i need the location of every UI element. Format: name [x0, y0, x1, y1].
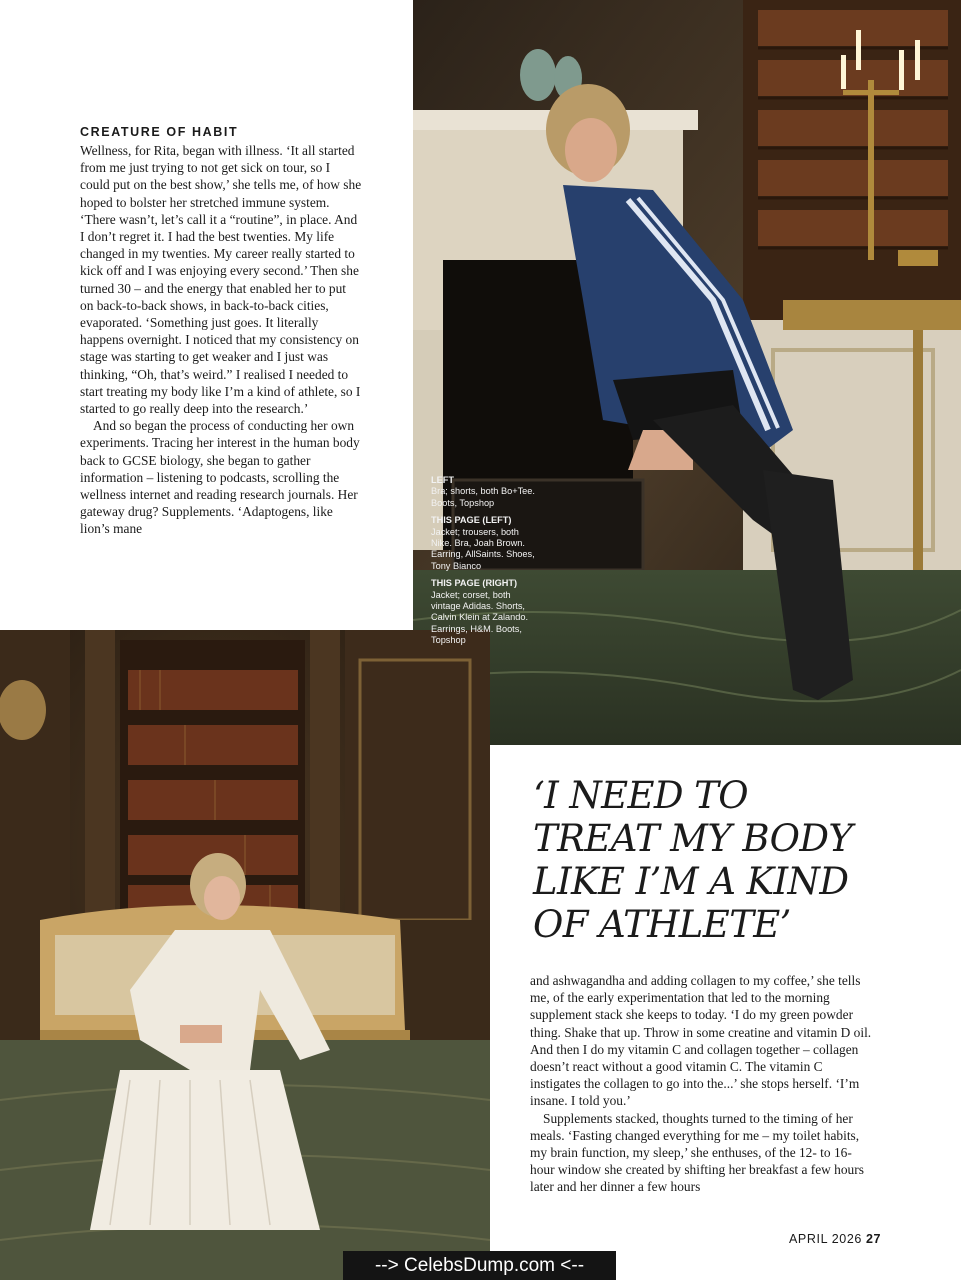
body-paragraph: And so began the process of conducting her own experiments. Tracing her interest in the human body back to GCSE biology, she began to gather information – listening to podcasts, scrolling the wellness internet and reading research journals. Her gateway drug? Supplements. ‘Adaptogens, like lion’s mane [80, 418, 360, 537]
credit-block [431, 515, 536, 572]
page-number: 27 [865, 1232, 882, 1246]
pull-quote-line: ‘I NEED TO [533, 774, 748, 817]
pull-quote [533, 774, 933, 946]
credit-text: Jacket; corset, both vintage Adidas. Shorts, Calvin Klein at Zalando. Earrings, H&M. Boots, Topshop [431, 589, 529, 646]
pull-quote-line: TREAT MY BODY [533, 817, 853, 860]
body-paragraph: Supplements stacked, thoughts turned to the timing of her meals. ‘Fasting changed everything for me – my toilet habits, my brain function, my sleep,’ she enthuses, of the 12- to 16-hour window she created by shifting her breakfast a few hours later and her dinner a few hours [530, 1110, 864, 1195]
pull-quote-line: LIKE I’M A KIND [533, 860, 849, 903]
section-heading: CREATURE OF HABIT [80, 125, 239, 139]
right-column [530, 972, 875, 1196]
credit-heading: LEFT [431, 475, 454, 485]
credit-block [431, 578, 536, 646]
fashion-credits [431, 475, 536, 653]
watermark-banner: --> CelebsDump.com <-- [343, 1251, 616, 1280]
credit-block [431, 475, 536, 509]
body-paragraph: Wellness, for Rita, began with illness. ‘It all started from me just trying to not get sick on tour, so I could put on the best show,’ she tells me, of how she hoped to bolster her stretched immune system. ‘There wasn’t, let’s call it a “routine”, in place. And I don’t regret it. I had the best twenties. My life changed in my twenties. My career really started to kick off and I was enjoying every second.’ Then she turned 30 – and the energy that enabled her to put on back-to-back shows, in back-to-back cities, evaporated. ‘Something just goes. It literally happens overnight. I noticed that my consistency on stage was starting to get weaker and I just was thinking, “Oh, that’s weird.” I realised I needed to start treating my body like I’m a kind of athlete, so I started to go really deep into the research.’ [80, 143, 362, 417]
credit-heading: THIS PAGE (RIGHT) [431, 578, 518, 589]
credit-text: Bra; shorts, both Bo+Tee. Boots, Topshop [431, 486, 535, 508]
left-column [80, 124, 362, 538]
pull-quote-line: OF ATHLETE’ [533, 903, 791, 946]
page-folio [789, 1232, 881, 1246]
credit-heading: THIS PAGE (LEFT) [431, 515, 512, 526]
issue-date: APRIL 2026 [789, 1232, 862, 1246]
photo-library-sofa [0, 630, 490, 1280]
body-paragraph: and ashwagandha and adding collagen to my coffee,’ she tells me, of the early experimentation that led to the morning supplement stack she keeps to today. ‘I do my green powder thing. Shake that up. Throw in some creatine and vitamin D oil. And then I do my vitamin C and collagen together – collagen doesn’t react without a good vitamin C. The vitamin C instigates the collagen to go into the...’ she stops herself. ‘I’m insane. I told you.’ [530, 973, 872, 1109]
credit-text: Jacket; trousers, both Nike. Bra, Joah Brown. Earring, AllSaints. Shoes, Tony Bianco [431, 526, 535, 571]
